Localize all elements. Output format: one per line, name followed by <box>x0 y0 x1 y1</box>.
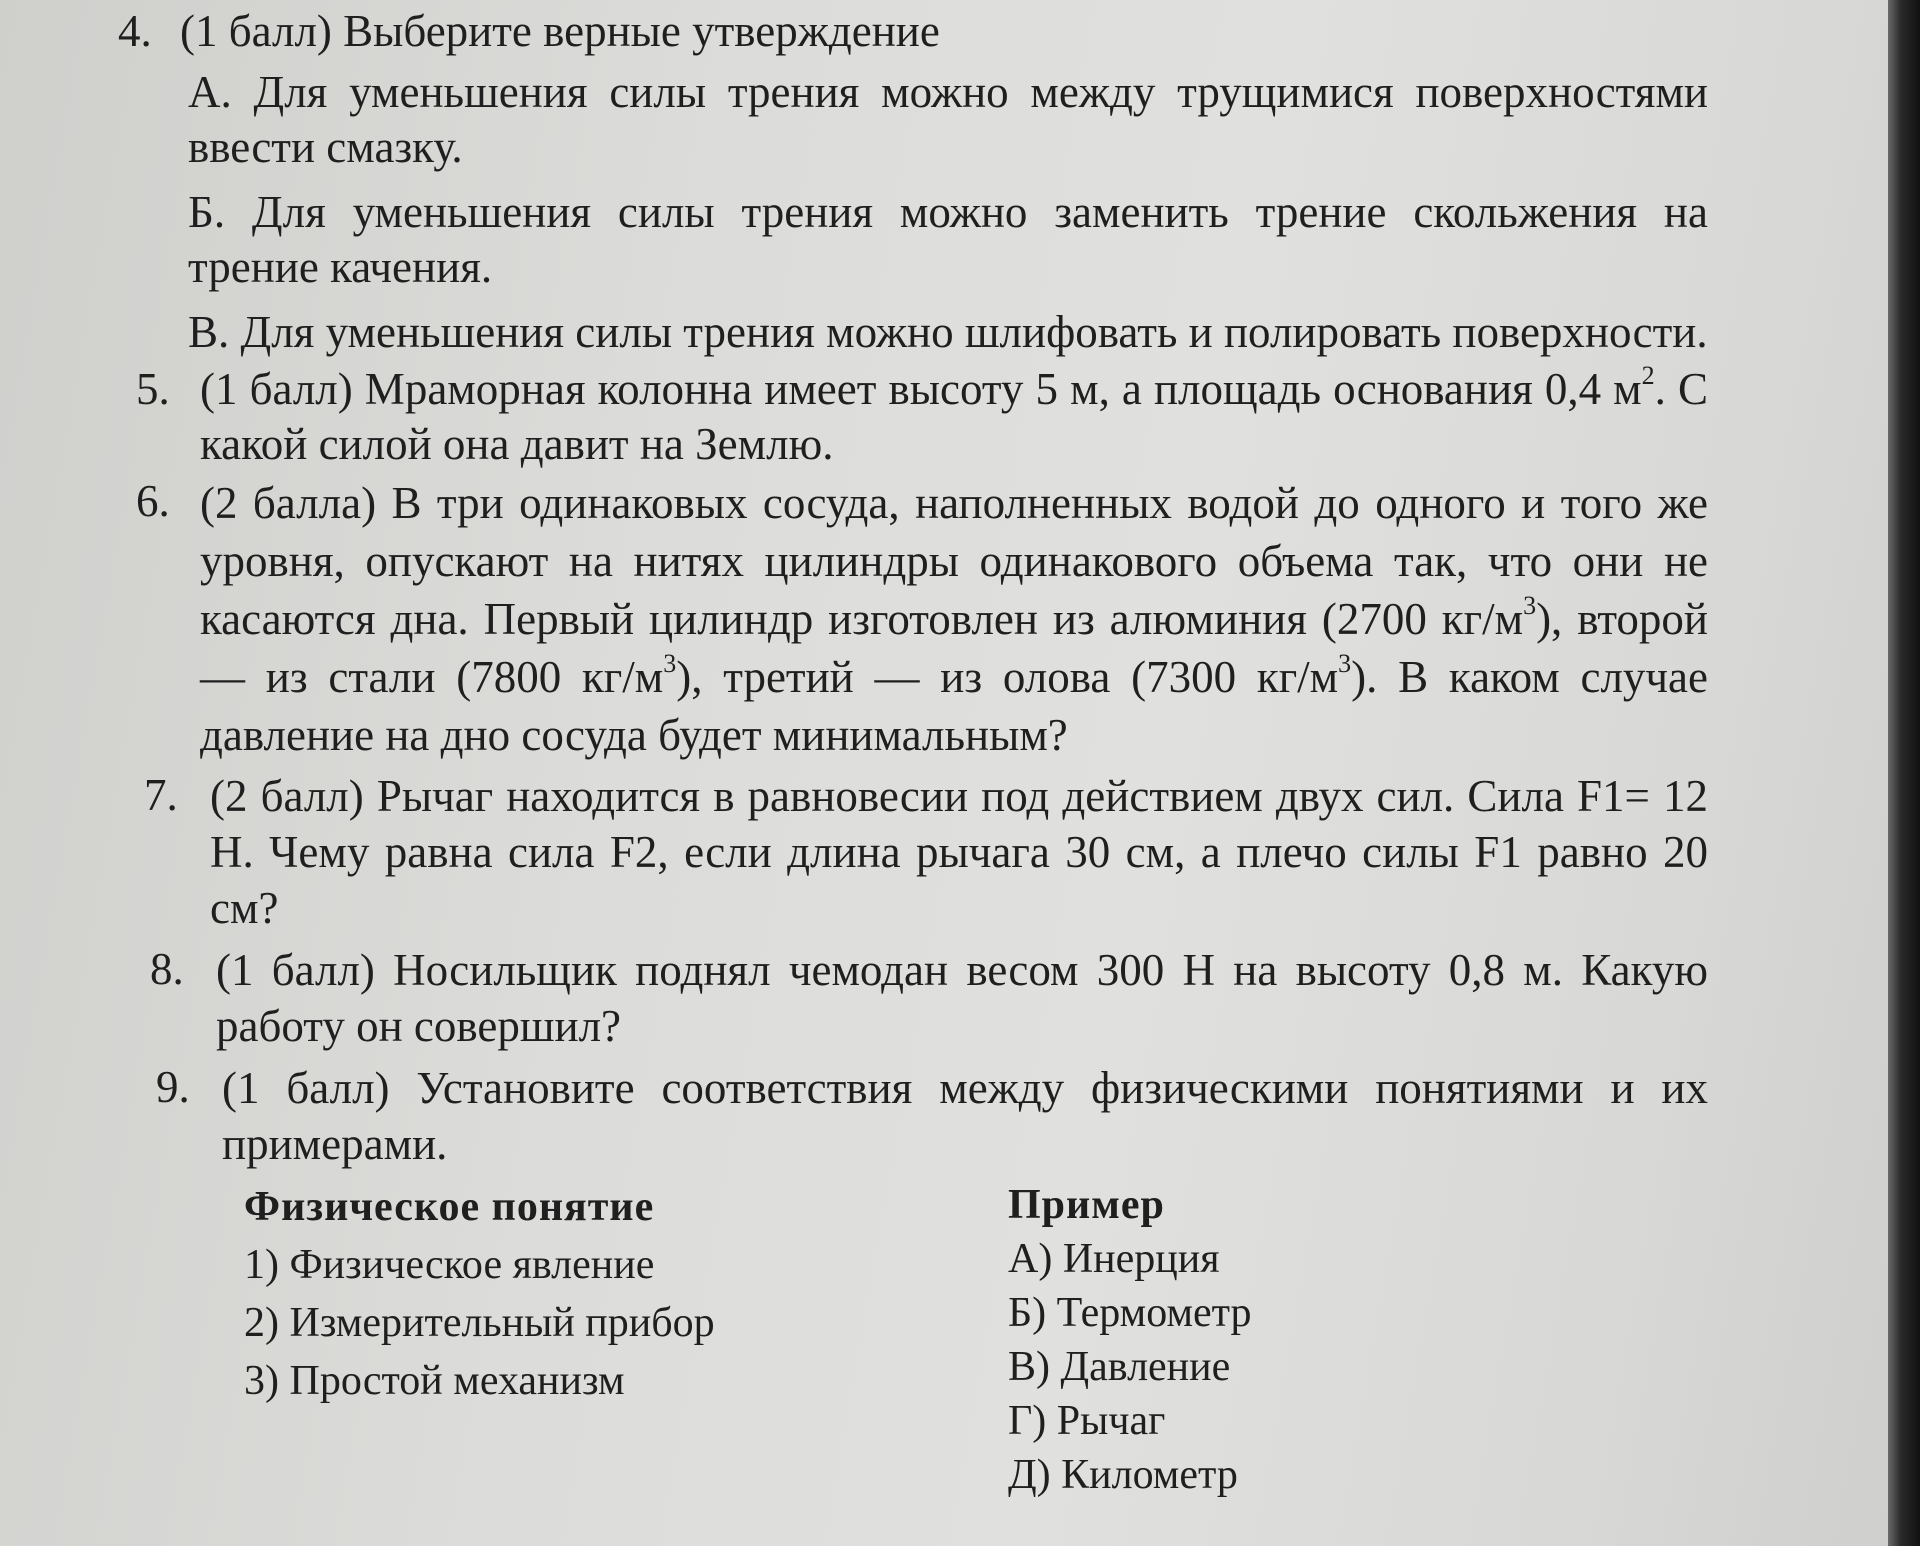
question-4-title: (1 балл) Выберите верные утверждение <box>180 6 940 56</box>
matching-table <box>118 1178 1708 1498</box>
examples-header: Пример <box>1008 1182 1165 1228</box>
question-5-number: 5. <box>136 364 170 414</box>
examples-column <box>1008 1178 1252 1502</box>
question-9-number: 9. <box>156 1062 190 1112</box>
example-item: А) Инерция <box>1008 1236 1220 1282</box>
screen-edge <box>1888 0 1920 1546</box>
question-8-number: 8. <box>150 944 184 994</box>
concept-item: 2) Измерительный прибор <box>244 1300 715 1346</box>
concept-item: 3) Простой механизм <box>244 1358 625 1404</box>
question-7-text: (2 балл) Рычаг находится в равновесии под действием двух сил. Сила F1= 12 Н. Чему равна сила F2, если длина рычага 30 см, а плечо силы F1 равно 20 см? <box>210 771 1708 933</box>
example-item: В) Давление <box>1008 1344 1231 1390</box>
example-item: Д) Километр <box>1008 1452 1238 1498</box>
example-item: Б) Термометр <box>1008 1290 1252 1336</box>
question-9-text: (1 балл) Установите соответствия между физическими понятиями и их примерами. <box>222 1063 1708 1169</box>
question-5-text: (1 балл) Мраморная колонна имеет высоту 5 м, а площадь основания 0,4 $м^2$. С какой силой она давит на Землю. <box>200 361 1708 469</box>
worksheet <box>118 4 1708 1498</box>
concept-item: 1) Физическое явление <box>244 1242 655 1288</box>
example-item: Г) Рычаг <box>1008 1398 1166 1444</box>
question-8 <box>118 942 1708 1054</box>
question-6-number: 6. <box>136 476 170 526</box>
question-9 <box>118 1060 1708 1172</box>
question-6 <box>118 474 1708 764</box>
question-4 <box>118 4 1708 360</box>
question-4-option-b: Б. Для уменьшения силы трения можно заменить трение скольжения на трение качения. <box>188 187 1708 292</box>
question-6-text: (2 балла) В три одинаковых сосуда, наполненных водой до одного и того же уровня, опускают на нитях цилиндры одинакового объема так, что они не касаются дна. Первый цилиндр изготовлен из алюминия (2700 $кг/м^3$), второй — из стали (7800 $кг/м^3$), третий — из олова (7300 $кг/м^3$). В каком случае давление на дно сосуда будет минимальным? <box>200 478 1708 760</box>
question-7-number: 7. <box>144 770 178 820</box>
question-4-number: 4. <box>118 6 152 56</box>
question-5 <box>118 362 1708 472</box>
question-4-option-c: В. Для уменьшения силы трения можно шлифовать и полировать поверхности. <box>188 307 1708 357</box>
question-4-option-a: А. Для уменьшения силы трения можно между трущимися поверхностями ввести смазку. <box>188 67 1708 172</box>
concepts-header: Физическое понятие <box>244 1184 655 1230</box>
concepts-column <box>244 1178 715 1410</box>
question-7 <box>118 768 1708 936</box>
question-8-text: (1 балл) Носильщик поднял чемодан весом 300 Н на высоту 0,8 м. Какую работу он совершил? <box>216 945 1708 1051</box>
